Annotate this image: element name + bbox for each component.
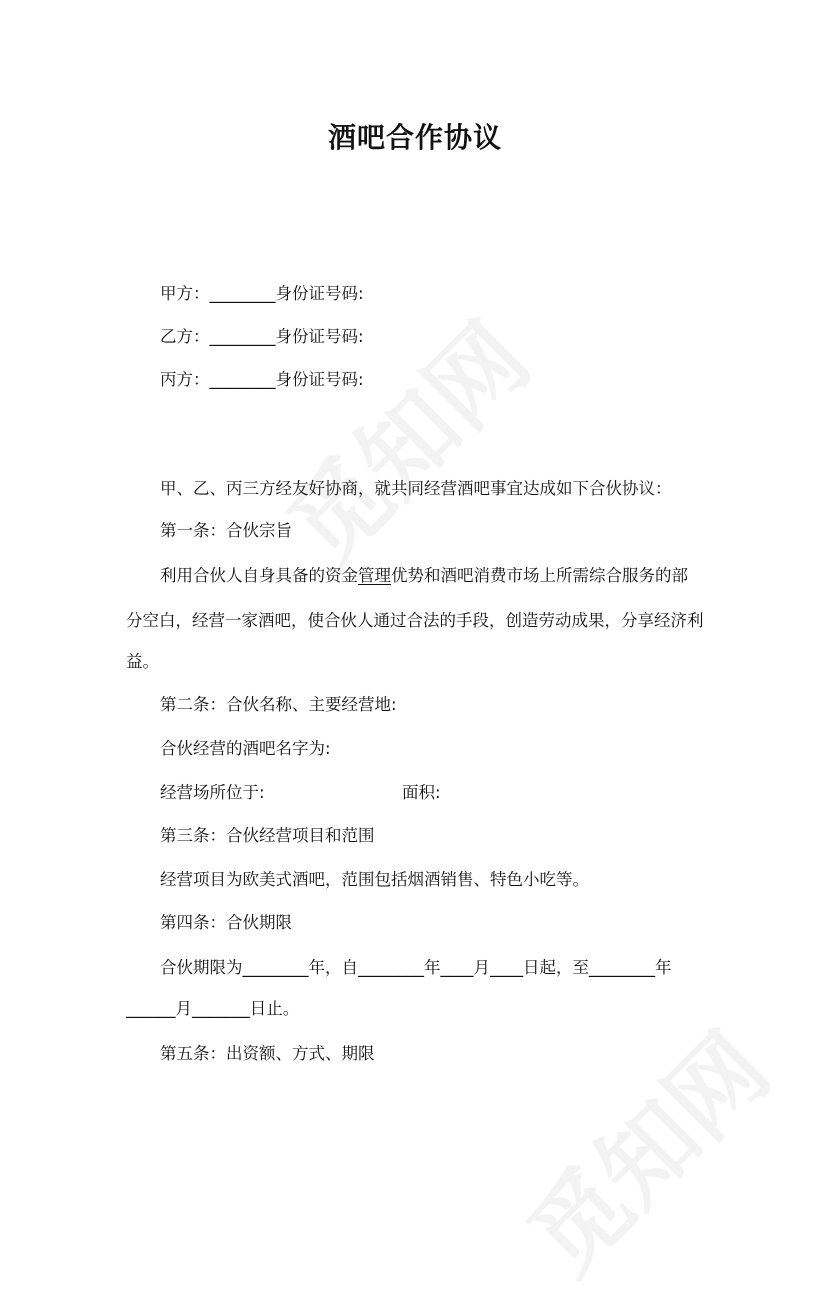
link-text: 管理	[358, 566, 391, 585]
party-blank: ________	[209, 284, 276, 303]
article-4-heading: 第四条：合伙期限	[160, 913, 292, 932]
party-yi: 乙方：________身份证号码:	[160, 327, 364, 346]
term-line: ______月_______日止。	[126, 999, 300, 1018]
article-3-heading: 第三条：合伙经营项目和范围	[160, 826, 375, 845]
id-number-label: 身份证号码:	[275, 284, 364, 303]
location-label: 经营场所位于:	[160, 783, 265, 802]
party-label: 丙方	[160, 370, 193, 389]
article-3-body: 经营项目为欧美式酒吧，范围包括烟酒销售、特色小吃等。	[160, 870, 589, 889]
party-blank: ________	[209, 370, 276, 389]
term-line: 合伙期限为________年，自________年____月____日起，至________年	[160, 958, 672, 977]
bar-name-line: 合伙经营的酒吧名字为:	[160, 739, 331, 758]
id-number-label: 身份证号码:	[275, 370, 364, 389]
party-label: 乙方	[160, 327, 193, 346]
intro-paragraph: 甲、乙、丙三方经友好协商，就共同经营酒吧事宜达成如下合伙协议：	[160, 479, 672, 498]
article-5-heading: 第五条：出资额、方式、期限	[160, 1044, 375, 1063]
article-1-body-line: 利用合伙人自身具备的资金管理优势和酒吧消费市场上所需综合服务的部	[160, 566, 688, 585]
article-1-body-line: 分空白，经营一家酒吧，使合伙人通过合法的手段，创造劳动成果，分享经济利	[126, 611, 704, 630]
article-2-heading: 第二条：合伙名称、主要经营地:	[160, 695, 397, 714]
article-1-body-line: 益。	[126, 652, 159, 671]
party-label: 甲方	[160, 284, 193, 303]
watermark	[494, 998, 795, 1299]
article-1-heading: 第一条：合伙宗旨	[160, 521, 292, 540]
party-bing: 丙方：________身份证号码:	[160, 370, 364, 389]
party-jia: 甲方：________身份证号码:	[160, 284, 364, 303]
id-number-label: 身份证号码:	[275, 327, 364, 346]
area-label: 面积:	[402, 783, 441, 802]
party-blank: ________	[209, 327, 276, 346]
document-title: 酒吧合作协议	[327, 121, 502, 154]
